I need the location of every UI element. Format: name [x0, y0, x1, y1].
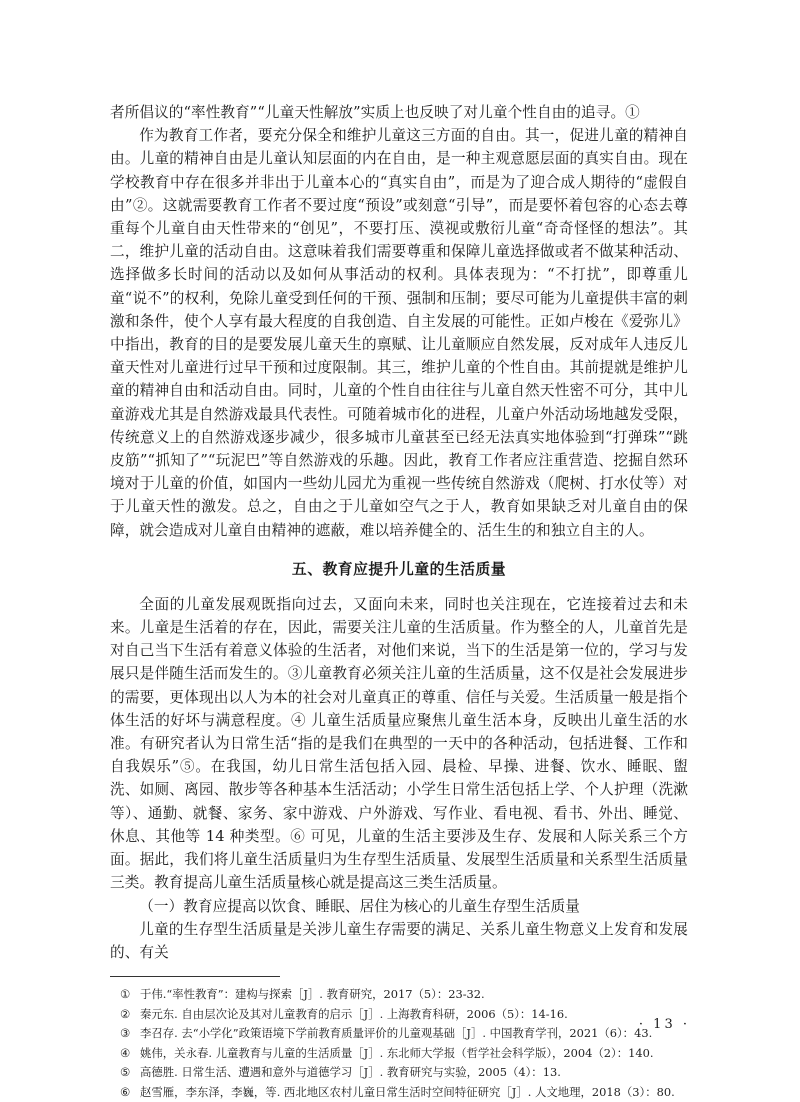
footnote-text: 赵雪雁，李东泽，李巍，等. 西北地区农村儿童日常生活时空间特征研究［J］. 人文地理，2018（3）：80. [140, 1084, 675, 1099]
footnote-marker: ① [120, 987, 131, 1002]
footnote [110, 1024, 688, 1044]
page-number: · 13 · [638, 1017, 690, 1032]
footnote-marker: ② [120, 1006, 131, 1021]
footnote-marker: ④ [120, 1045, 131, 1060]
section-heading: 五、教育应提升儿童的生活质量 [291, 560, 507, 578]
paragraph-continued: 者所倡议的“率性教育”“儿童天性解放”实质上也反映了对儿童个性自由的追寻。① [110, 104, 640, 121]
footnote [110, 1083, 688, 1102]
footnote-marker: ⑥ [120, 1084, 131, 1099]
footnote-marker: ⑤ [120, 1065, 131, 1080]
paragraph-survival-quality: 儿童的生存型生活质量是关涉儿童生存需要的满足、关系儿童生物意义上发育和发展的、有关 [110, 920, 688, 961]
body-text [110, 101, 688, 964]
paragraph-freedom: 作为教育工作者，要充分保全和维护儿童这三方面的自由。其一，促进儿童的精神自由。儿童的精神自由是儿童认知层面的内在自由，是一种主观意愿层面的真实自由。现在学校教育中存在很多并非出于儿童本心的“真实自由”，而是为了迎合成人期待的“虚假自由”②。这就需要教育工作者不要过度“预设”或刻意“引导”，而是要怀着包容的心态去尊重每个儿童自由天性带来的“创见”，不要打压、漠视或敷衍儿童“奇奇怪怪的想法”。其二，维护儿童的活动自由。这意味着我们需要尊重和保障儿童选择做或者不做某种活动、选择做多长时间的活动以及如何从事活动的权利。具体表现为：“不打扰”，即尊重儿童“说不”的权利，免除儿童受到任何的干预、强制和压制；要尽可能为儿童提供丰富的刺激和条件，使个人享有最大程度的自我创造、自主发展的可能性。正如卢梭在《爱弥儿》中指出，教育的目的是要发展儿童天生的禀赋、让儿童顺应自然发展，反对成年人违反儿童天性对儿童进行过早干预和过度限制。其三，维护儿童的个性自由。其前提就是维护儿童的精神自由和活动自由。同时，儿童的个性自由往往与儿童自然天性密不可分，其中儿童游戏尤其是自然游戏最具代表性。可随着城市化的进程，儿童户外活动场地越发受限，传统意义上的自然游戏逐步减少，很多城市儿童甚至已经无法真实地体验到“打弹珠”“跳皮筋”“抓知了”“玩泥巴”等自然游戏的乐趣。因此，教育工作者应注重营造、挖掘自然环境对于儿童的价值，如国内一些幼儿园尤为重视一些传统自然游戏（爬树、打水仗等）对于儿童天性的激发。总之，自由之于儿童如空气之于人，教育如果缺乏对儿童自由的保障，就会造成对儿童自由精神的遮蔽，难以培养健全的、活生生的和独立自主的人。 [110, 127, 688, 539]
footnote [110, 1063, 688, 1083]
subsection-heading: （一）教育应提高以饮食、睡眠、居住为核心的儿童生存型生活质量 [139, 897, 581, 915]
footnotes-list [110, 985, 688, 1102]
footnote [110, 985, 688, 1005]
footnote-text: 李召存. 去“小学化”政策语境下学前教育质量评价的儿童观基础［J］. 中国教育学刊，2021（6）：43. [140, 1026, 653, 1041]
footnote [110, 1044, 688, 1064]
footnote-divider [110, 976, 280, 977]
footnote-text: 姚伟，关永春. 儿童教育与儿童的生活质量［J］. 东北师大学报（哲学社会科学版），2004（2）：140. [140, 1045, 654, 1060]
paragraph-life-quality: 全面的儿童发展观既指向过去，又面向未来，同时也关注现在，它连接着过去和未来。儿童是生活着的存在，因此，需要关注儿童的生活质量。作为整全的人，儿童首先是对自己当下生活有着意义体验的生活者，对他们来说，当下的生活是第一位的，学习与发展只是伴随生活而发生的。③儿童教育必须关注儿童的生活质量，这不仅是社会发展进步的需要，更体现出以人为本的社会对儿童真正的尊重、信任与关爱。生活质量一般是指个体生活的好坏与满意程度。④ 儿童生活质量应聚焦儿童生活本身，反映出儿童生活的水准。有研究者认为日常生活“指的是我们在典型的一天中的各种活动，包括进餐、工作和自我娱乐”⑤。在我国，幼儿日常生活包括入园、晨检、早操、进餐、饮水、睡眠、盥洗、如厕、离园、散步等各种基本生活活动；小学生日常生活包括上学、个人护理（洗漱等）、通勤、就餐、家务、家中游戏、户外游戏、写作业、看电视、看书、外出、睡觉、休息、其他等 14 种类型。⑥ 可见，儿童的生活主要涉及生存、发展和人际关系三个方面。据此，我们将儿童生活质量归为生存型生活质量、发展型生活质量和关系型生活质量三类。教育提高儿童生活质量核心就是提高这三类生活质量。 [110, 595, 688, 892]
footnote-text: 秦元东. 自由层次论及其对儿童教育的启示［J］. 上海教育科研，2006（5）：14-16. [140, 1006, 568, 1021]
footnote-text: 高德胜. 日常生活、遭遇和意外与道德学习［J］. 教育研究与实验，2005（4）：13. [140, 1065, 561, 1080]
footnote-marker: ③ [120, 1026, 131, 1041]
footnote-text: 于伟.“率性教育”：建构与探索［J］. 教育研究，2017（5）：23-32. [140, 987, 485, 1002]
footnote [110, 1005, 688, 1025]
